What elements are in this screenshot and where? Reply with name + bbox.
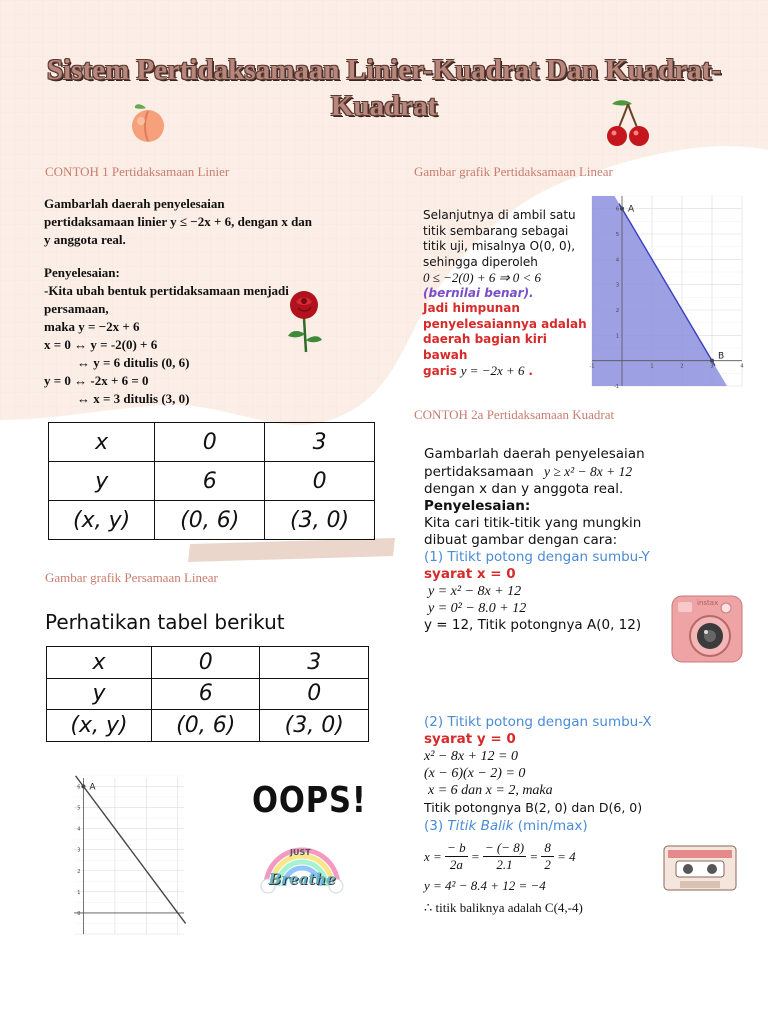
problem-line xyxy=(424,463,674,481)
table-intro: Perhatikan tabel berikut xyxy=(45,610,285,634)
solution-line: y = 0 ↔ -2x + 6 = 0 xyxy=(44,373,149,388)
point-label: B xyxy=(718,351,725,362)
grafik-persamaan-heading: Gambar grafik Persamaan Linear xyxy=(45,570,218,585)
problem-line: dengan x dan y anggota real. xyxy=(424,481,624,497)
table-cell: 0 xyxy=(265,462,375,501)
table-contoh1 xyxy=(48,422,375,540)
conclusion-line: daerah bagian kiri bawah xyxy=(423,332,547,362)
penyelesaian-label: Penyelesaian: xyxy=(424,498,531,514)
y-tick-label: -1 xyxy=(614,384,619,390)
data-point xyxy=(81,784,85,788)
step2-eq3: x = 6 dan x = 2, maka xyxy=(428,783,553,798)
y-tick-label: 3 xyxy=(77,847,81,854)
garis-equation: y = −2x + 6 xyxy=(460,363,525,378)
contoh2a-content xyxy=(424,446,674,634)
table-persamaan xyxy=(46,646,369,742)
table-cell: (x, y) xyxy=(47,710,152,742)
data-point xyxy=(710,359,714,363)
garis-dot: . xyxy=(528,364,533,378)
shaded-region xyxy=(589,196,727,386)
table-cell: (3, 0) xyxy=(260,710,369,742)
note-line: titik uji, misalnya O(0, 0), xyxy=(423,239,576,253)
table-cell: x xyxy=(47,647,152,679)
conclusion-line: Jadi himpunan xyxy=(423,301,520,315)
breathe-sticker xyxy=(256,842,348,894)
grafik-pertidaksamaan-heading: Gambar grafik Pertidaksamaan Linear xyxy=(414,164,613,179)
table-row xyxy=(47,710,369,742)
x-tick-label: 3 xyxy=(710,363,714,370)
y-tick-label: 5 xyxy=(77,805,81,812)
fraction xyxy=(445,840,468,873)
table-row xyxy=(49,501,375,540)
rose-icon xyxy=(282,288,326,354)
step3-conclusion: ∴ titik baliknya adalah C(4,-4) xyxy=(424,900,583,915)
contoh1-solution xyxy=(44,264,384,408)
table-cell: y xyxy=(47,678,152,710)
region-graph-chart xyxy=(589,196,744,390)
point-label: A xyxy=(628,204,635,215)
y-tick-label: 3 xyxy=(615,282,619,289)
line-graph-chart xyxy=(74,778,184,934)
page-title: Sistem Pertidaksamaan Linier-Kuadrat Dan Kuadrat-Kuadrat xyxy=(47,54,721,122)
y-tick-label: 1 xyxy=(77,889,81,896)
contoh1-problem xyxy=(44,195,394,249)
formula-part: = xyxy=(526,848,542,864)
peach-icon xyxy=(126,102,170,144)
table-cell: 3 xyxy=(260,647,369,679)
contoh1-heading: CONTOH 1 Pertidaksamaan Linier xyxy=(45,164,230,179)
contoh2a-step2 xyxy=(424,714,674,835)
solution-line: -Kita ubah bentuk pertidaksamaan menjadi xyxy=(44,283,289,298)
table-cell: 6 xyxy=(155,462,265,501)
problem-equation: y ≥ x² − 8x + 12 xyxy=(543,464,633,479)
step3-title xyxy=(424,818,674,835)
step3-title-c: (min/max) xyxy=(513,818,588,834)
y-tick-label: 4 xyxy=(77,826,81,833)
numerator: − (− 8) xyxy=(484,840,525,855)
cherry-icon xyxy=(604,98,652,148)
y-tick-label: 2 xyxy=(77,868,81,875)
formula-part: = 4 xyxy=(553,848,576,864)
table-cell: 3 xyxy=(265,423,375,462)
note-line: sehingga diperoleh xyxy=(423,254,538,269)
y-tick-label: 4 xyxy=(615,257,619,264)
table-cell: (3, 0) xyxy=(265,501,375,540)
breathe-text: Breathe xyxy=(268,870,336,888)
solution-line: maka y = −2x + 6 xyxy=(44,319,140,334)
step2-condition: syarat y = 0 xyxy=(424,731,516,747)
table-row xyxy=(49,462,375,501)
numerator: − b xyxy=(447,840,466,855)
step3-title-b: Titik Balik xyxy=(447,818,514,834)
table-cell: (0, 6) xyxy=(155,501,265,540)
intro-line: Kita cari titik-titik yang mungkin xyxy=(424,515,642,531)
step3-y-formula: y = 4² − 8.4 + 12 = −4 xyxy=(424,878,546,893)
table-cell: y xyxy=(49,462,155,501)
x-tick-label: -1 xyxy=(589,363,595,370)
x-tick-label: 1 xyxy=(650,363,654,370)
problem-line: pertidaksamaan linier y ≤ −2x + 6, dengan x dan xyxy=(44,214,313,229)
fraction xyxy=(541,840,554,873)
step3-x-formula xyxy=(424,840,576,873)
point-label: A xyxy=(89,782,96,793)
solution-line: persamaan, xyxy=(44,301,109,316)
table-cell: 0 xyxy=(151,647,260,679)
formula-part: = xyxy=(467,848,483,864)
denominator: 2a xyxy=(449,857,463,872)
math-line: 0 ≤ −2(0) + 6 ⇒ 0 < 6 xyxy=(423,270,542,285)
conclusion-line: penyelesaiannya adalah xyxy=(423,316,587,331)
y-tick-label: 1 xyxy=(615,333,619,340)
intro-line: dibuat gambar dengan cara: xyxy=(424,532,618,548)
x-tick-label: 4 xyxy=(740,363,744,370)
formula-part: x = xyxy=(424,848,446,864)
solution-line: ↔ x = 3 ditulis (3, 0) xyxy=(77,391,190,406)
numerator: 8 xyxy=(541,840,554,857)
breathe-top-text: JUST xyxy=(290,848,311,857)
table-cell: 0 xyxy=(260,678,369,710)
cassette-icon xyxy=(662,844,738,892)
table-row xyxy=(47,678,369,710)
problem-line: Gambarlah daerah penyelesaian xyxy=(424,446,645,462)
denominator: 2.1 xyxy=(496,857,513,872)
camera-brand-label: instax xyxy=(697,599,719,607)
table-row xyxy=(47,647,369,679)
table-cell: 6 xyxy=(151,678,260,710)
table-cell: (0, 6) xyxy=(151,710,260,742)
step1-condition: syarat x = 0 xyxy=(424,566,516,582)
y-tick-label: 2 xyxy=(615,308,619,314)
step2-title: (2) Titikt potong dengan sumbu-X xyxy=(424,714,652,730)
benar-note: (bernilai benar). xyxy=(423,285,534,300)
denominator: 2 xyxy=(544,857,551,872)
pertidaksamaan-notes xyxy=(423,208,593,380)
contoh2a-heading: CONTOH 2a Pertidaksamaan Kuadrat xyxy=(414,407,615,422)
step1-eq2: y = 0² − 8.0 + 12 xyxy=(428,601,527,616)
garis-line xyxy=(423,363,593,380)
step3-title-a: (3) xyxy=(424,818,448,834)
table-row xyxy=(49,423,375,462)
step2-eq1: x² − 8x + 12 = 0 xyxy=(424,749,518,764)
fraction xyxy=(483,840,526,873)
data-point xyxy=(620,207,624,211)
note-line: titik sembarang sebagai xyxy=(423,223,569,238)
step1-eq1: y = x² − 8x + 12 xyxy=(428,584,522,599)
step1-title: (1) Titikt potong dengan sumbu-Y xyxy=(424,549,650,565)
note-line: Selanjutnya di ambil satu xyxy=(423,208,576,222)
y-tick-label: 6 xyxy=(615,206,619,213)
y-tick-label: 5 xyxy=(615,232,619,238)
step2-eq2: (x − 6)(x − 2) = 0 xyxy=(424,766,526,781)
solution-line: x = 0 ↔ y = -2(0) + 6 xyxy=(44,337,158,352)
table-cell: (x, y) xyxy=(49,501,155,540)
solution-line: Penyelesaian: xyxy=(44,265,120,280)
step1-result: y = 12, Titik potongnya A(0, 12) xyxy=(424,617,642,633)
solution-line: ↔ y = 6 ditulis (0, 6) xyxy=(77,355,190,370)
table-cell: x xyxy=(49,423,155,462)
step2-result: Titik potongnya B(2, 0) dan D(6, 0) xyxy=(424,800,643,815)
problem-text: pertidaksamaan xyxy=(424,464,534,480)
problem-line: y anggota real. xyxy=(44,232,126,247)
garis-label: garis xyxy=(423,364,457,378)
table-cell: 0 xyxy=(155,423,265,462)
y-tick-label: 6 xyxy=(77,784,81,791)
torn-paper-strip xyxy=(188,538,395,562)
x-tick-label: 2 xyxy=(680,363,684,370)
y-tick-label: 0 xyxy=(77,910,81,917)
problem-line: Gambarlah daerah penyelesaian xyxy=(44,196,225,211)
oops-sticker: OOPS! xyxy=(252,780,367,821)
